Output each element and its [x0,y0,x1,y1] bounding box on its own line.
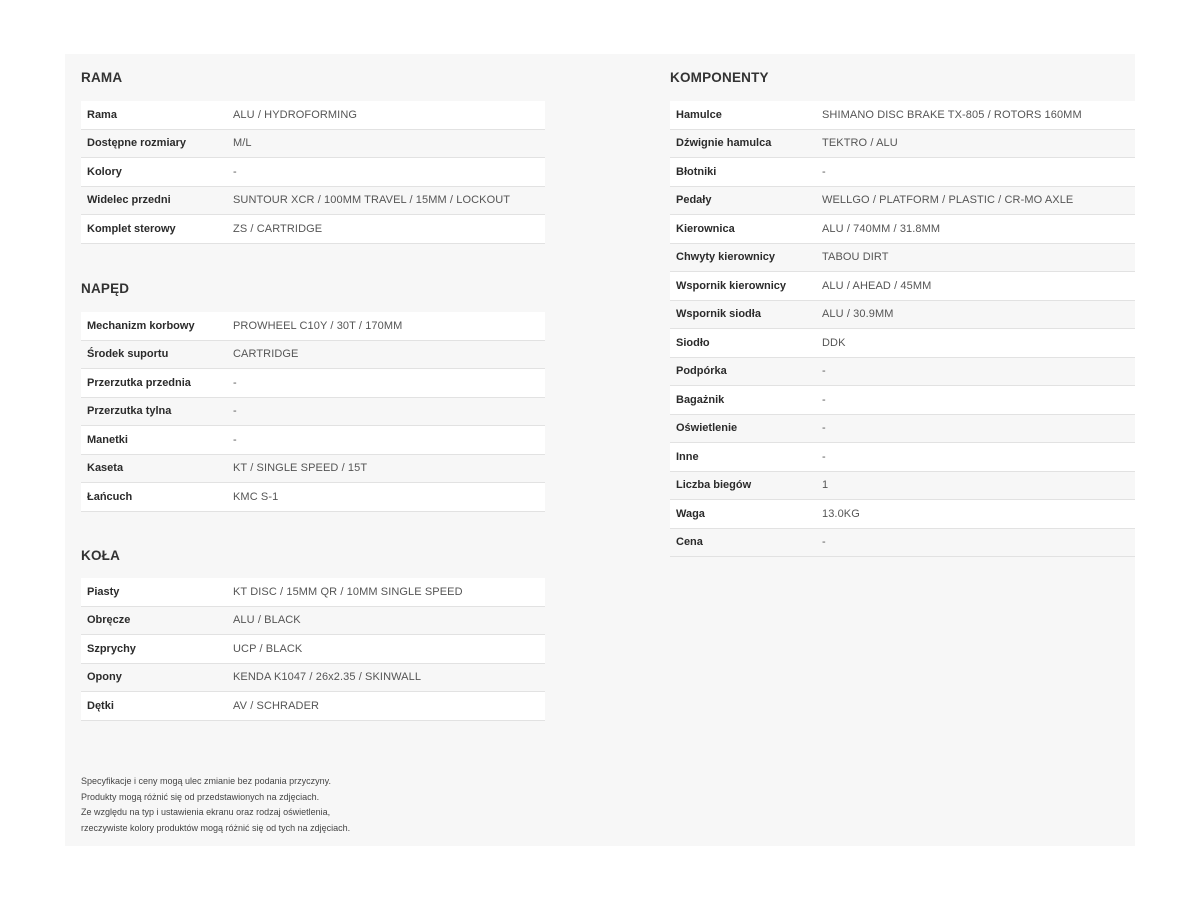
spec-value: - [233,405,237,418]
spec-row [81,101,545,130]
spec-label: Siodło [676,336,710,349]
spec-value: SUNTOUR XCR / 100MM TRAVEL / 15MM / LOCKOUT [233,194,511,207]
spec-row [81,692,545,721]
spec-value: - [822,450,826,463]
spec-label: Przerzutka przednia [87,376,191,389]
spec-row [670,415,1135,444]
spec-value: 1 [822,479,829,492]
spec-table-rama [81,101,545,244]
spec-value: UCP / BLACK [233,642,303,655]
spec-table-komponenty [670,101,1135,557]
spec-label: Chwyty kierownicy [676,251,776,264]
spec-value: KENDA K1047 / 26x2.35 / SKINWALL [233,671,422,684]
spec-label: Kierownica [676,222,735,235]
spec-row [81,158,545,187]
spec-label: Łańcuch [87,490,133,503]
spec-value: ALU / 740MM / 31.8MM [822,222,941,235]
spec-value: SHIMANO DISC BRAKE TX-805 / ROTORS 160MM [822,108,1082,121]
spec-label: Środek suportu [87,348,169,361]
spec-row [670,500,1135,529]
spec-label: Rama [87,108,117,121]
spec-value: - [822,422,826,435]
spec-label: Dętki [87,699,114,712]
spec-row [81,664,545,693]
spec-row [81,341,545,370]
spec-label: Dostępne rozmiary [87,137,187,150]
spec-value: ALU / BLACK [233,614,301,627]
spec-label: Komplet sterowy [87,222,176,235]
spec-row [81,455,545,484]
spec-label: Przerzutka tylna [87,405,172,418]
spec-value: AV / SCHRADER [233,699,320,712]
spec-label: Dźwignie hamulca [676,137,772,150]
spec-value: - [233,165,237,178]
spec-label: Wspornik kierownicy [676,279,787,292]
spec-row [81,578,545,607]
spec-label: Szprychy [87,642,136,655]
section-title-komponenty: KOMPONENTY [670,70,769,85]
spec-label: Hamulce [676,108,722,121]
spec-label: Bagażnik [676,393,725,406]
spec-row [670,130,1135,159]
spec-label: Waga [676,507,705,520]
spec-row [670,529,1135,558]
spec-label: Opony [87,671,122,684]
spec-row [670,358,1135,387]
spec-value: DDK [822,336,846,349]
spec-value: - [822,365,826,378]
spec-row [81,187,545,216]
spec-label: Mechanizm korbowy [87,319,195,332]
spec-row [670,244,1135,273]
spec-row [670,386,1135,415]
section-title-kola: KOŁA [81,548,121,563]
spec-row [670,472,1135,501]
spec-label: Widelec przedni [87,194,171,207]
spec-value: KT / SINGLE SPEED / 15T [233,462,368,475]
spec-table-naped [81,312,545,512]
spec-value: M/L [233,137,252,150]
spec-row [670,443,1135,472]
spec-label: Kaseta [87,462,124,475]
spec-row [81,398,545,427]
spec-value: ALU / HYDROFORMING [233,108,358,121]
spec-value: CARTRIDGE [233,348,299,361]
spec-label: Oświetlenie [676,422,738,435]
spec-value: ZS / CARTRIDGE [233,222,323,235]
spec-row [670,101,1135,130]
disclaimer-line: Ze względu na typ i ustawienia ekranu oraz rodzaj oświetlenia, [81,807,331,817]
section-title-rama: RAMA [81,70,123,85]
spec-value: KMC S-1 [233,490,279,503]
spec-label: Liczba biegów [676,479,752,492]
spec-value: - [822,393,826,406]
spec-row [81,215,545,244]
spec-label: Wspornik siodła [676,308,761,321]
spec-label: Kolory [87,165,122,178]
spec-value: - [822,165,826,178]
spec-row [81,130,545,159]
spec-label: Obręcze [87,614,131,627]
spec-row [670,215,1135,244]
spec-row [81,369,545,398]
spec-value: - [233,433,237,446]
disclaimer-note [81,774,681,836]
spec-value: TABOU DIRT [822,251,889,264]
spec-label: Manetki [87,433,128,446]
spec-label: Błotniki [676,165,717,178]
spec-panel [65,54,1135,846]
spec-row [81,607,545,636]
spec-row [670,272,1135,301]
spec-label: Piasty [87,585,120,598]
spec-value: ALU / 30.9MM [822,308,894,321]
spec-row [81,312,545,341]
disclaimer-line: Specyfikacje i ceny mogą ulec zmianie bez podania przyczyny. [81,776,331,786]
spec-row [670,187,1135,216]
spec-value: TEKTRO / ALU [822,137,898,150]
spec-label: Podpórka [676,365,727,378]
spec-value: - [233,376,237,389]
spec-value: PROWHEEL C10Y / 30T / 170MM [233,319,403,332]
spec-value: KT DISC / 15MM QR / 10MM SINGLE SPEED [233,585,463,598]
spec-label: Pedały [676,194,712,207]
spec-row [670,301,1135,330]
disclaimer-line: Produkty mogą różnić się od przedstawionych na zdjęciach. [81,791,320,802]
spec-row [670,329,1135,358]
spec-row [81,426,545,455]
spec-value: ALU / AHEAD / 45MM [822,279,932,292]
spec-row [670,158,1135,187]
spec-value: - [822,536,826,549]
spec-label: Inne [676,450,699,463]
disclaimer-line: rzeczywiste kolory produktów mogą różnić się od tych na zdjęciach. [81,822,351,833]
spec-label: Cena [676,536,703,549]
spec-value: WELLGO / PLATFORM / PLASTIC / CR-MO AXLE [822,194,1074,207]
section-title-naped: NAPĘD [81,281,130,296]
spec-value: 13.0KG [822,507,860,520]
spec-table-kola [81,578,545,721]
spec-row [81,483,545,512]
spec-row [81,635,545,664]
